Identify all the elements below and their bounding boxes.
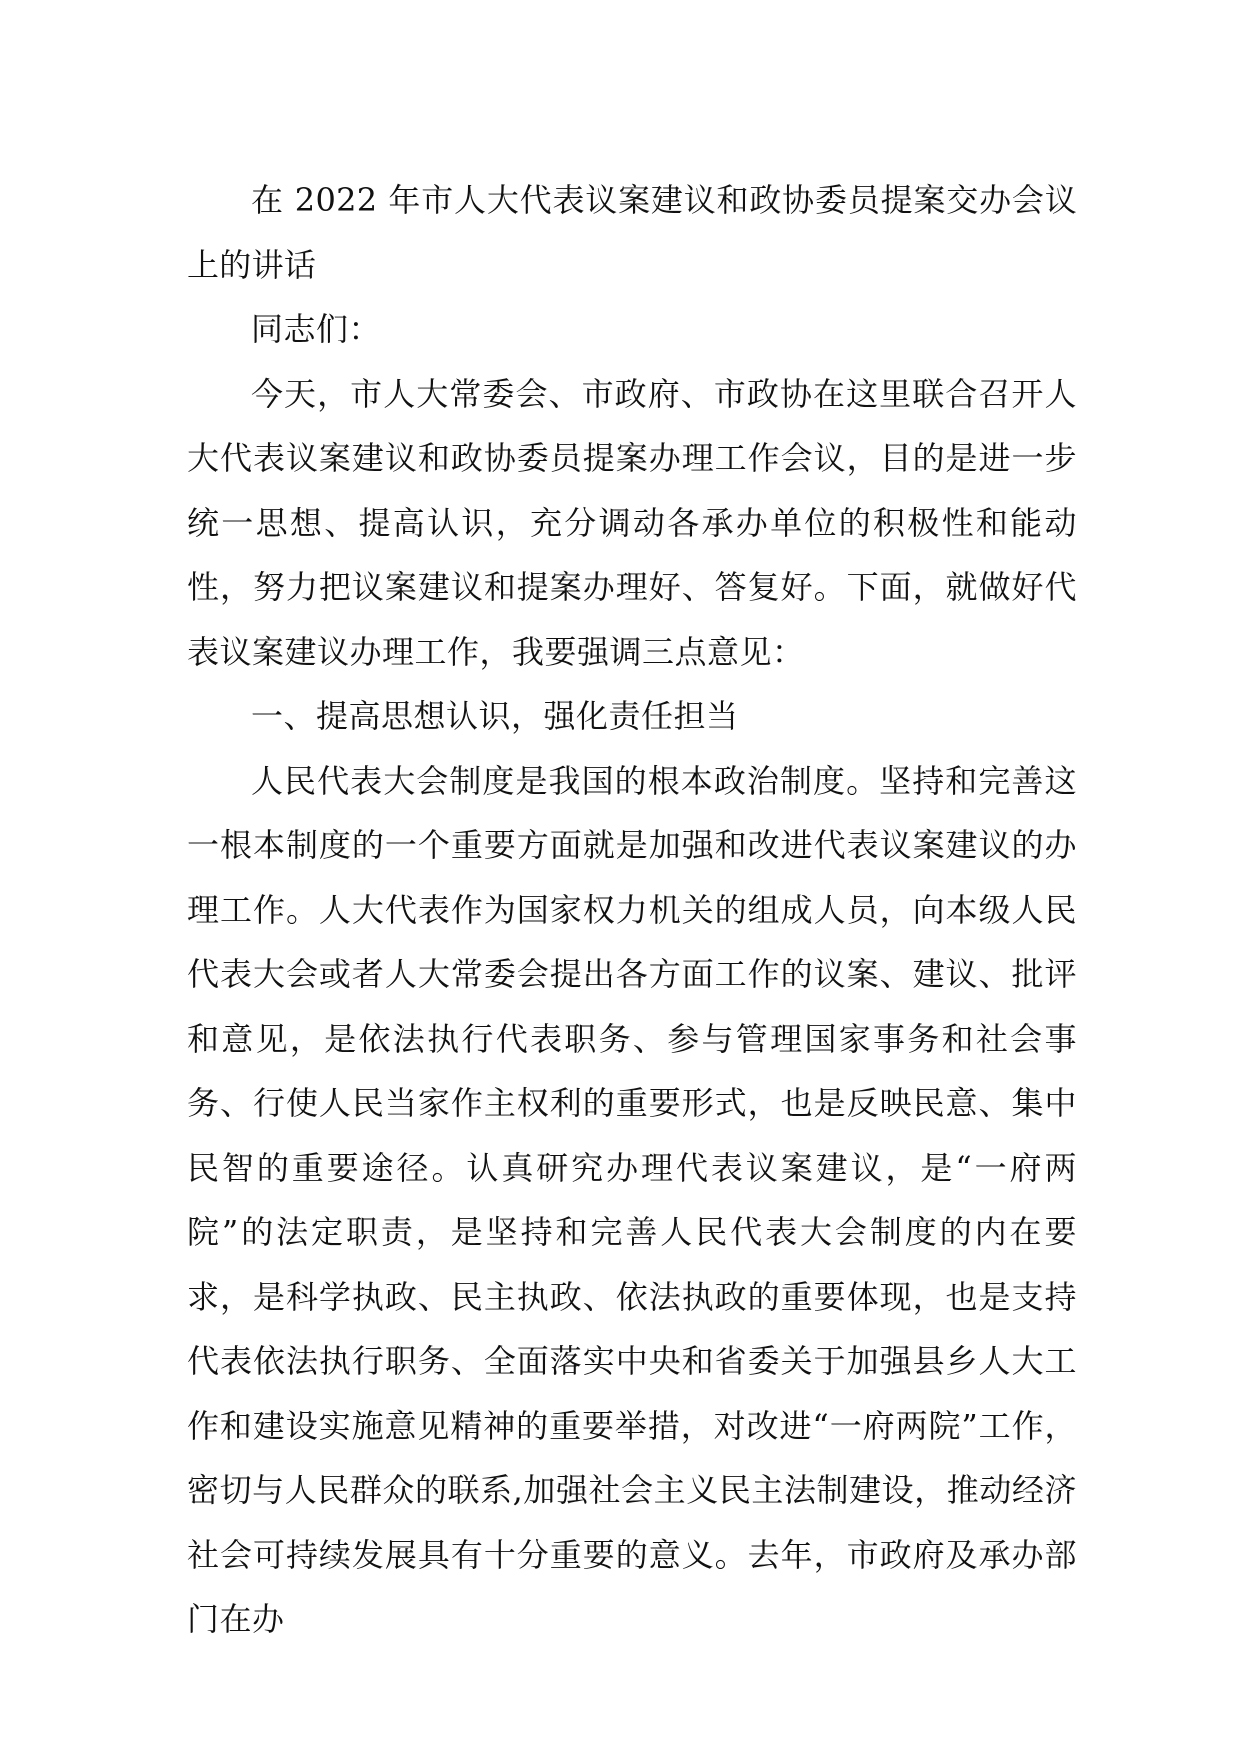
section-heading-1: 一、提高思想认识，强化责任担当 (251, 697, 739, 735)
document-title: 在 2022 年市人大代表议案建议和政协委员提案交办会议上的讲话 (187, 181, 1077, 284)
paragraph-intro: 今天，市人大常委会、市政府、市政协在这里联合召开人大代表议案建议和政协委员提案办理工作会议，目的是进一步统一思想、提高认识，充分调动各承办单位的积极性和能动性，努力把议案建议和提案办理好、答复好。下面，就做好代表议案建议办理工作，我要强调三点意见： (187, 374, 1077, 671)
paragraph-section-1: 人民代表大会制度是我国的根本政治制度。坚持和完善这一根本制度的一个重要方面就是加强和改进代表议案建议的办理工作。人大代表作为国家权力机关的组成人员，向本级人民代表大会或者人大常委会提出各方面工作的议案、建议、批评和意见，是依法执行代表职务、参与管理国家事务和社会事务、行使人民当家作主权利的重要形式，也是反映民意、集中民智的重要途径。认真研究办理代表议案建议，是“一府两院”的法定职责，是坚持和完善人民代表大会制度的内在要求，是科学执政、民主执政、依法执政的重要体现，也是支持代表依法执行职务、全面落实中央和省委关于加强县乡人大工作和建设实施意见精神的重要举措，对改进“一府两院”工作，密切与人民群众的联系,加强社会主义民主法制建设，推动经济社会可持续发展具有十分重要的意义。去年，市政府及承办部门在办 (187, 761, 1077, 1638)
document-body (187, 168, 1077, 1652)
salutation: 同志们： (251, 310, 382, 348)
